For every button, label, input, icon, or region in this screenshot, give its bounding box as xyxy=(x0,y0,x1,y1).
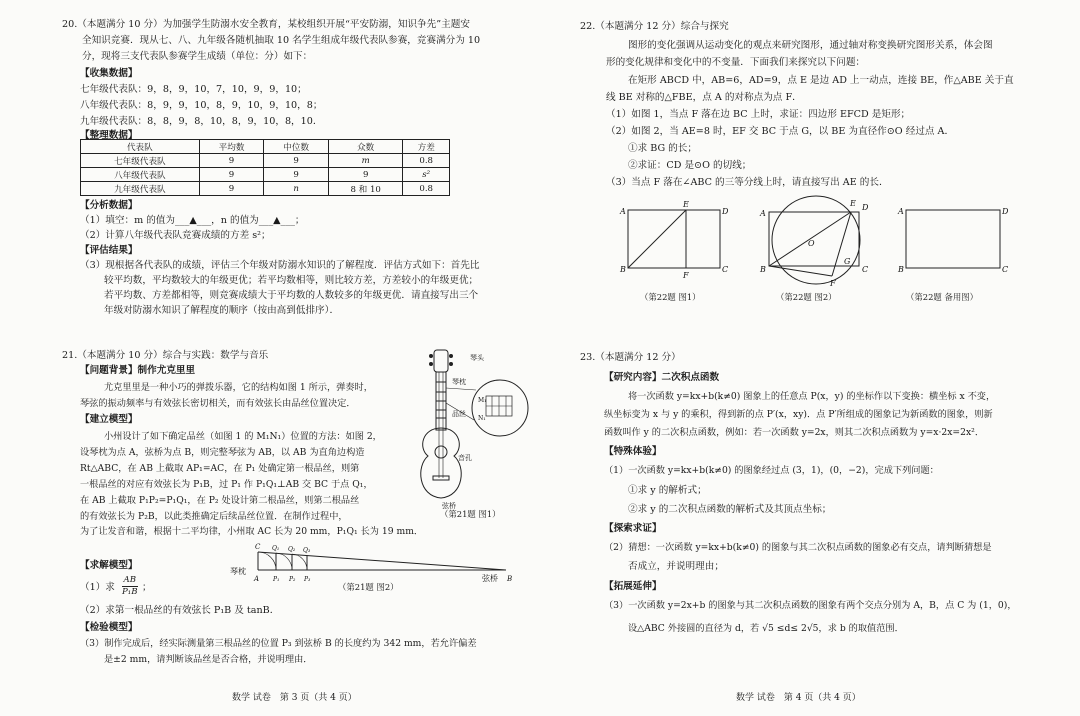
point-p1: P₁ xyxy=(273,576,280,583)
table-cell: 七年级代表队 xyxy=(81,154,200,168)
ukulele-body xyxy=(421,428,461,498)
q23-special-heading: 【特殊体验】 xyxy=(604,446,662,457)
q23-line-5: 函数叫作 y 的二次积点函数，例如：若一次函数 y=2x，则其二次积点函数为 y=x·2x=2x²． xyxy=(604,427,985,438)
q22-fig2-caption: （第22题 图2） xyxy=(776,292,837,302)
table-cell: 0.8 xyxy=(403,182,450,196)
point-d: D xyxy=(862,203,869,212)
table-row xyxy=(81,154,450,168)
q21-part3-line-2: 是±2 mm，请判断该品丝是否合格，并说明理由． xyxy=(104,654,313,665)
ukulele-head xyxy=(434,350,448,372)
table-header-cell: 平均数 xyxy=(199,140,264,154)
q23-line-3: 将一次函数 y=kx+b(k≠0) 图象上的任意点 P(x，y) 的坐标作以下变换：横坐标 x 不变， xyxy=(628,391,996,402)
q20-evaluate-heading: 【评估结果】 xyxy=(80,245,138,256)
point-f: F xyxy=(683,271,689,280)
table-row xyxy=(81,182,450,196)
point-a: A xyxy=(254,575,260,583)
point-q1: Q₁ xyxy=(272,545,280,552)
point-a: A xyxy=(620,207,626,216)
q21-fig2-caption: （第21题 图2） xyxy=(338,582,399,592)
q20-part3-line-4: 年级对防溺水知识了解程度的顺序（按由高到低排序）． xyxy=(104,305,340,316)
q23-research-heading: 【研究内容】二次积点函数 xyxy=(604,372,720,383)
q21-solve-heading: 【求解模型】 xyxy=(80,560,138,571)
q21-fig1-caption: （第21题 图1） xyxy=(440,509,501,519)
arc-ap1 xyxy=(258,552,276,570)
tuning-peg xyxy=(449,362,453,366)
q22-part1: （1）如图 1，当点 F 落在边 BC 上时，求证：四边形 EFCD 是矩形； xyxy=(606,109,911,120)
q23-explore-heading: 【探索求证】 xyxy=(604,523,662,534)
label-fret: 品丝 xyxy=(452,410,466,418)
q21-figure-2 xyxy=(230,540,520,582)
point-a: A xyxy=(760,209,766,218)
q21-line-3: 尤克里里是一种小巧的弹拨乐器，它的结构如图 1 所示，弹奏时， xyxy=(104,382,373,393)
right-page-footer: 数学 试卷 第 4 页（共 4 页） xyxy=(736,693,861,703)
q22-line-1: 22.（本题满分 12 分）综合与探究 xyxy=(580,21,729,32)
q22-part3: （3）当点 F 落在∠ABC 的三等分线上时，请直接写出 AE 的长． xyxy=(606,177,889,188)
q20-grade8-data: 八年级代表队：8，9，9，10，8，9，10，9，10，8； xyxy=(80,100,323,111)
q21-line-9: 一根品丝的对应有效弦长为 P₁B，过 P₁ 作 P₁Q₁⊥AB 交 BC 于点 Q₁， xyxy=(80,479,373,490)
label-nut: 琴枕 xyxy=(452,378,466,386)
q22-figure-2 xyxy=(752,194,880,290)
point-o: O xyxy=(808,239,815,248)
q21-line-10: 在 AB 上截取 P₁P₂=P₁Q₁，在 P₂ 处设计第二根品丝，则第二根品丝 xyxy=(80,495,360,506)
tuning-peg xyxy=(429,354,433,358)
q22-part2: （2）如图 2，当 AE=8 时，EF 交 BC 于点 G，以 BE 为直径作⊙O 经过点 A． xyxy=(606,126,955,137)
q22-part2-sub1: ①求 BG 的长； xyxy=(628,143,697,154)
label-n1: N₁ xyxy=(478,415,486,422)
point-b: B xyxy=(898,265,904,274)
q21-line-8: Rt△ABC，在 AB 上截取 AP₁=AC，在 P₁ 处确定第一根品丝，则第 xyxy=(80,463,360,474)
q22-line-5: 线 BE 对称的△FBE，点 A 的对称点为点 F． xyxy=(606,92,802,103)
segment-bf xyxy=(769,266,832,276)
q22-line-3: 形的变化规律和变化中的不变量．下面我们来探究以下问题： xyxy=(606,57,866,68)
table-cell: 9 xyxy=(199,154,264,168)
point-q2: Q₂ xyxy=(288,546,296,553)
q22-spare-figure xyxy=(896,200,1014,280)
q23-part3-line-1: （3）一次函数 y=2x+b 的图象与其二次积点函数的图象有两个交点分别为 A，B，点 C 为 (1，0)， xyxy=(604,600,1017,611)
q22-spare-caption: （第22题 备用图） xyxy=(906,292,978,302)
q21-line-1: 21.（本题满分 10 分）综合与实践：数学与音乐 xyxy=(62,350,269,361)
rectangle-abcd xyxy=(628,210,720,268)
q23-extend-heading: 【拓展延伸】 xyxy=(604,581,662,592)
fraction-denominator: P₁B xyxy=(122,587,138,597)
label-m1: M₁ xyxy=(478,397,487,404)
table-cell: 9 xyxy=(199,182,264,196)
table-cell: 9 xyxy=(264,154,329,168)
point-e: E xyxy=(683,200,689,209)
q21-line-12: 为了让发音和谐，根据十二平均律，小州取 AC 长为 20 mm，P₁Q₁ 长为 19 mm． xyxy=(80,526,424,537)
point-p2: P₂ xyxy=(289,576,296,583)
q20-part3-line-2: 较平均数，平均数较大的年级更优；若平均数相等，则比较方差，方差较小的年级更优； xyxy=(104,275,479,286)
q22-fig1-caption: （第22题 图1） xyxy=(640,292,701,302)
table-cell: 八年级代表队 xyxy=(81,168,200,182)
q23-line-1: 23.（本题满分 12 分） xyxy=(580,352,681,363)
rectangle-abcd xyxy=(906,210,1000,268)
table-cell: n xyxy=(264,182,329,196)
label-soundhole: 音孔 xyxy=(458,454,472,462)
point-c: C xyxy=(862,265,869,274)
point-c: C xyxy=(722,265,729,274)
q21-part1-suffix: ； xyxy=(142,582,152,593)
q23-part1-sub2: ②求 y 的二次积点函数的解析式及其顶点坐标； xyxy=(628,504,832,515)
point-q3: Q₃ xyxy=(303,547,311,554)
label-bridge: 弦桥 xyxy=(442,502,456,510)
q20-line-1: 20.（本题满分 10 分）为加强学生防溺水安全教育，某校组织开展“平安防溺，知识争先”主题安 xyxy=(62,19,470,30)
tuning-peg xyxy=(429,362,433,366)
right-page xyxy=(540,0,1080,716)
q23-part1: （1）一次函数 y=kx+b(k≠0) 的图象经过点 (3，1)，(0，−2)，完成下列问题： xyxy=(604,465,939,476)
q23-line-4: 纵坐标变为 x 与 y 的乘积，得到新的点 P′(x，xy)．点 P′所组成的图象记为新函数的图象，则新 xyxy=(604,409,993,420)
table-cell: 8 和 10 xyxy=(328,182,402,196)
fraction-numerator: AB xyxy=(123,575,137,585)
table-cell: s² xyxy=(403,168,450,182)
q21-line-4: 琴弦的振动频率与有效弦长密切相关，而有效弦长由品丝位置决定． xyxy=(80,398,356,409)
table-header-cell: 众数 xyxy=(328,140,402,154)
q20-line-3: 分，现将三支代表队参赛学生成绩（单位：分）如下： xyxy=(82,51,313,62)
sound-hole xyxy=(435,446,447,458)
q22-line-2: 图形的变化强调从运动变化的观点来研究图形，通过轴对称变换研究图形关系，体会图 xyxy=(628,40,993,51)
arc-p1p2 xyxy=(276,553,292,570)
q20-part1: （1）填空：m 的值为___▲___，n 的值为___▲___； xyxy=(80,215,305,226)
table-cell: 9 xyxy=(264,168,329,182)
q21-background-heading: 【问题背景】制作尤克里里 xyxy=(80,365,196,376)
arc-p2p3 xyxy=(292,554,307,570)
q23-part2-line-2: 否成立，并说明理由； xyxy=(628,561,724,572)
q20-grade9-data: 九年级代表队：8，8，9，8，10，8，9，10，8，10． xyxy=(80,116,323,127)
tuning-peg xyxy=(449,354,453,358)
magnify-circle xyxy=(472,380,528,436)
table-cell: 0.8 xyxy=(403,154,450,168)
point-b: B xyxy=(760,265,766,274)
point-p3: P₃ xyxy=(304,576,311,583)
left-page-footer: 数学 试卷 第 3 页（共 4 页） xyxy=(232,693,357,703)
q21-line-7: 设琴枕为点 A，弦桥为点 B，则完整琴弦为 AB，以 AB 为直角边构造 xyxy=(80,447,365,458)
table-header-row xyxy=(81,140,450,154)
point-g: G xyxy=(844,257,851,266)
label-nut: 琴枕 xyxy=(230,567,246,576)
q20-line-2: 全知识竞赛．现从七、八、九年级各随机抽取 10 名学生组成年级代表队参赛，竞赛满分为 10 xyxy=(82,35,481,46)
table-cell: 九年级代表队 xyxy=(81,182,200,196)
q20-part2: （2）计算八年级代表队竞赛成绩的方差 s²； xyxy=(80,230,271,241)
q21-figure-1 xyxy=(412,348,532,508)
circle-o xyxy=(772,196,860,284)
q21-check-heading: 【检验模型】 xyxy=(80,622,138,633)
q22-part2-sub2: ②求证：CD 是⊙O 的切线； xyxy=(628,160,752,171)
table-cell: m xyxy=(328,154,402,168)
bridge xyxy=(433,476,449,480)
point-e: E xyxy=(850,199,856,208)
q23-part2-line-1: （2）猜想：一次函数 y=kx+b(k≠0) 的图象与其二次积点函数的图象必有交点，请判断猜想是 xyxy=(604,542,992,553)
point-c: C xyxy=(1002,265,1009,274)
q21-part3-line-1: （3）制作完成后，经实际测量第三根品丝的位置 P₃ 到弦桥 B 的长度约为 342 mm，若允许偏差 xyxy=(80,638,477,649)
table-header-cell: 方差 xyxy=(403,140,450,154)
q21-model-heading: 【建立模型】 xyxy=(80,414,138,425)
point-b: B xyxy=(507,575,513,583)
label-bridge: 弦桥 xyxy=(482,574,498,583)
point-b: B xyxy=(620,265,626,274)
q23-part3-line-2: 设△ABC 外接圆的直径为 d，若 √5 ≤d≤ 2√5，求 b 的取值范围． xyxy=(628,623,904,634)
q20-grade7-data: 七年级代表队：9，8，9，10，7，10，9，9，10； xyxy=(80,84,307,95)
q21-part1-label: （1）求 xyxy=(80,582,115,593)
q20-part3-line-3: 若平均数、方差都相等，则竞赛成绩大于平均数的人数较多的年级更优．请直接写出三个 xyxy=(104,290,479,301)
table-header-cell: 中位数 xyxy=(264,140,329,154)
point-d: D xyxy=(1002,207,1009,216)
point-f: F xyxy=(830,279,836,288)
q20-collect-heading: 【收集数据】 xyxy=(80,68,138,79)
table-cell: 9 xyxy=(328,168,402,182)
q20-analyze-heading: 【分析数据】 xyxy=(80,200,138,211)
point-c: C xyxy=(255,543,261,551)
segment-be xyxy=(628,210,686,268)
table-row xyxy=(81,168,450,182)
q21-line-6: 小州设计了如下确定品丝（如图 1 的 M₁N₁）位置的方法：如图 2， xyxy=(104,431,382,442)
q20-part3-line-1: （3）现根据各代表队的成绩，评估三个年级对防溺水知识的了解程度．评估方式如下：首先比 xyxy=(80,260,480,271)
point-d: D xyxy=(722,207,729,216)
table-cell: 9 xyxy=(199,168,264,182)
q21-part2: （2）求第一根品丝的有效弦长 P₁B 及 tanB． xyxy=(80,605,280,616)
label-head: 琴头 xyxy=(470,354,484,362)
q20-organize-heading: 【整理数据】 xyxy=(80,130,138,141)
q22-figure-1 xyxy=(618,200,728,280)
q21-line-11: 的有效弦长为 P₂B，以此类推确定后续品丝位置．在制作过程中， xyxy=(80,511,348,522)
q21-fraction xyxy=(122,575,138,598)
magnify-line xyxy=(446,388,476,390)
q23-part1-sub1: ①求 y 的解析式； xyxy=(628,485,707,496)
q20-data-table xyxy=(80,139,450,196)
table-header-cell: 代表队 xyxy=(81,140,200,154)
point-a: A xyxy=(898,207,904,216)
q22-line-4: 在矩形 ABCD 中，AB=6，AD=9，点 E 是边 AD 上一动点，连接 BE，作△ABE 关于直 xyxy=(628,75,1014,86)
